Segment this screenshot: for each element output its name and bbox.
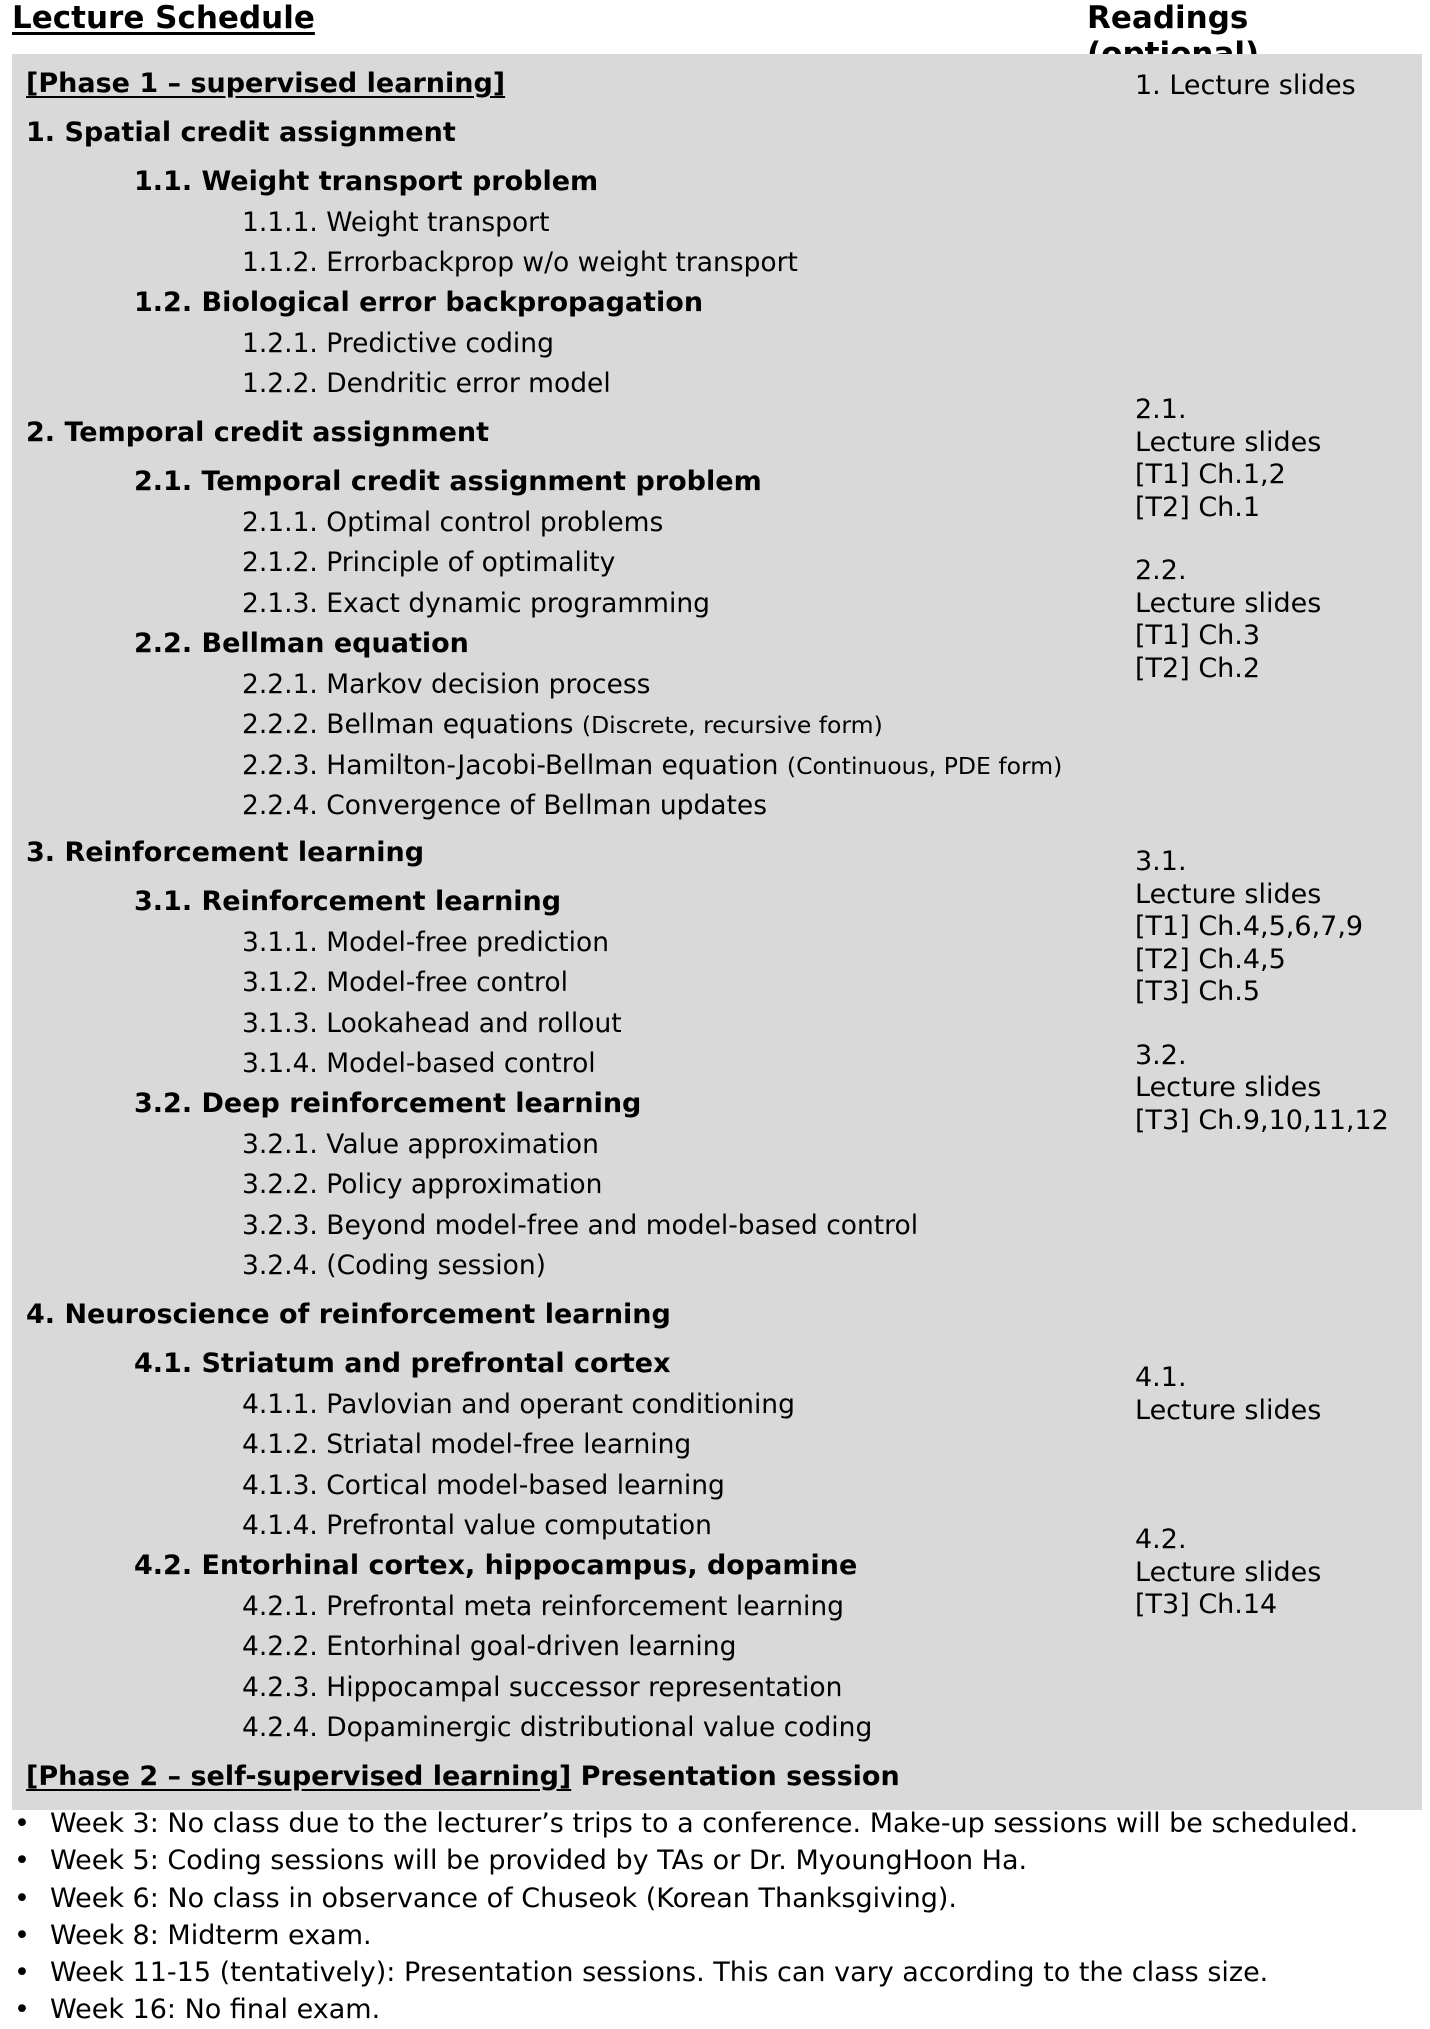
topic-4-1-2: 4.1.2. Striatal model-free learning bbox=[242, 1429, 692, 1460]
topic-3-2-3: 3.2.3. Beyond model-free and model-based control bbox=[242, 1210, 919, 1241]
reading-line: 3.2. bbox=[1135, 1039, 1187, 1071]
section-1-title: 1. Spatial credit assignment bbox=[26, 117, 456, 148]
reading-line: [T2] Ch.4,5 bbox=[1135, 943, 1286, 975]
topic-2-2-1: 2.2.1. Markov decision process bbox=[242, 669, 651, 700]
subsection-1-1-title: 1.1. Weight transport problem bbox=[134, 166, 599, 197]
reading-line: [T2] Ch.1 bbox=[1135, 491, 1261, 523]
bullet-icon: • bbox=[14, 1919, 30, 1951]
reading-line: [T1] Ch.1,2 bbox=[1135, 459, 1286, 490]
reading-line: [T1] Ch.3 bbox=[1135, 620, 1261, 651]
note-text: Week 3: No class due to the lecturer’s trips to a conference. Make-up sessions will be scheduled. bbox=[50, 1808, 1359, 1839]
readings-section-4-2 bbox=[1135, 1524, 1321, 1622]
readings-phase-1 bbox=[1135, 70, 1356, 103]
note-item bbox=[12, 1991, 1358, 2028]
section-2-title: 2. Temporal credit assignment bbox=[26, 417, 490, 448]
topic-3-2-4: 3.2.4. (Coding session) bbox=[242, 1250, 546, 1281]
note-item bbox=[12, 1842, 1358, 1879]
topic-4-2-2: 4.2.2. Entorhinal goal-driven learning bbox=[242, 1631, 737, 1662]
topic-4-2-4: 4.2.4. Dopaminergic distributional value coding bbox=[242, 1712, 873, 1743]
note-item bbox=[12, 1917, 1358, 1954]
section-4-title: 4. Neuroscience of reinforcement learning bbox=[26, 1299, 671, 1330]
bullet-icon: • bbox=[14, 1845, 30, 1877]
bullet-icon: • bbox=[14, 1808, 30, 1839]
reading-line: Lecture slides bbox=[1135, 1072, 1322, 1103]
topic-4-1-1: 4.1.1. Pavlovian and operant conditioning bbox=[242, 1389, 795, 1420]
topic-2-1-2: 2.1.2. Principle of optimality bbox=[242, 547, 616, 578]
reading-line: 1. Lecture slides bbox=[1135, 70, 1356, 101]
reading-line: Lecture slides bbox=[1135, 878, 1322, 910]
note-text: Week 16: No final exam. bbox=[50, 1994, 381, 2026]
subsection-1-2-title: 1.2. Biological error backpropagation bbox=[134, 287, 704, 318]
reading-line: [T3] Ch.9,10,11,12 bbox=[1135, 1104, 1389, 1136]
section-3-title: 3. Reinforcement learning bbox=[26, 837, 425, 868]
note-text: Week 6: No class in observance of Chuseok (Korean Thanksgiving). bbox=[50, 1882, 957, 1914]
bullet-icon: • bbox=[14, 1957, 30, 1989]
schedule-notes bbox=[12, 1805, 1358, 2029]
topic-2-2-3 bbox=[242, 750, 1062, 781]
reading-line: Lecture slides bbox=[1135, 587, 1322, 619]
phase-2-suffix: Presentation session bbox=[580, 1761, 900, 1792]
topic-4-1-3: 4.1.3. Cortical model-based learning bbox=[242, 1470, 725, 1501]
reading-line: Lecture slides bbox=[1135, 1556, 1322, 1588]
topic-4-1-4: 4.1.4. Prefrontal value computation bbox=[242, 1510, 712, 1541]
subsection-4-1-title: 4.1. Striatum and prefrontal cortex bbox=[134, 1348, 671, 1379]
topic-1-2-1: 1.2.1. Predictive coding bbox=[242, 328, 554, 359]
reading-line: [T3] Ch.5 bbox=[1135, 976, 1261, 1007]
topic-1-2-2: 1.2.2. Dendritic error model bbox=[242, 368, 611, 399]
phase-2-title: [Phase 2 – self-supervised learning] bbox=[26, 1761, 572, 1792]
reading-line: 3.1. bbox=[1135, 846, 1187, 877]
readings-heading: Readings bbox=[1087, 0, 1249, 36]
topic-3-1-3: 3.1.3. Lookahead and rollout bbox=[242, 1008, 622, 1039]
reading-line: [T2] Ch.2 bbox=[1135, 652, 1261, 684]
reading-line: Lecture slides bbox=[1135, 1394, 1322, 1426]
reading-line: [T3] Ch.14 bbox=[1135, 1589, 1278, 1620]
note-text: Week 5: Coding sessions will be provided by TAs or Dr. MyoungHoon Ha. bbox=[50, 1845, 1028, 1877]
note-text: Week 8: Midterm exam. bbox=[50, 1919, 372, 1951]
topic-2-2-3-label: 2.2.3. Hamilton-Jacobi-Bellman equation bbox=[242, 750, 779, 781]
topic-3-1-1: 3.1.1. Model-free prediction bbox=[242, 927, 610, 958]
topic-3-2-1: 3.2.1. Value approximation bbox=[242, 1129, 599, 1160]
note-item bbox=[12, 1805, 1358, 1842]
reading-line: 2.1. bbox=[1135, 394, 1187, 425]
subsection-4-2-title: 4.2. Entorhinal cortex, hippocampus, dopamine bbox=[134, 1550, 858, 1581]
note-item bbox=[12, 1954, 1358, 1991]
reading-line: [T1] Ch.4,5,6,7,9 bbox=[1135, 911, 1364, 942]
topic-2-1-1: 2.1.1. Optimal control problems bbox=[242, 507, 664, 538]
readings-section-2 bbox=[1135, 394, 1321, 685]
topic-4-2-3: 4.2.3. Hippocampal successor representation bbox=[242, 1672, 843, 1703]
readings-section-4-1 bbox=[1135, 1362, 1321, 1427]
topic-4-2-1: 4.2.1. Prefrontal meta reinforcement learning bbox=[242, 1591, 844, 1622]
topic-1-1-2: 1.1.2. Errorbackprop w/o weight transport bbox=[242, 247, 798, 278]
topic-2-2-2 bbox=[242, 709, 883, 740]
lecture-schedule-heading: Lecture Schedule bbox=[12, 0, 315, 36]
phase-1-title: [Phase 1 – supervised learning] bbox=[26, 68, 506, 99]
phase-2-line bbox=[26, 1761, 900, 1792]
subsection-2-2-title: 2.2. Bellman equation bbox=[134, 628, 469, 659]
topic-3-1-4: 3.1.4. Model-based control bbox=[242, 1048, 596, 1079]
topic-2-1-3: 2.1.3. Exact dynamic programming bbox=[242, 588, 710, 619]
topic-2-2-2-label: 2.2.2. Bellman equations bbox=[242, 709, 574, 740]
readings-section-3 bbox=[1135, 846, 1389, 1137]
reading-line: 4.2. bbox=[1135, 1524, 1187, 1555]
reading-line: Lecture slides bbox=[1135, 426, 1322, 458]
topic-1-1-1: 1.1.1. Weight transport bbox=[242, 207, 550, 238]
note-item bbox=[12, 1880, 1358, 1917]
bullet-icon: • bbox=[14, 1994, 30, 2026]
subsection-2-1-title: 2.1. Temporal credit assignment problem bbox=[134, 466, 762, 497]
subsection-3-1-title: 3.1. Reinforcement learning bbox=[134, 886, 562, 917]
reading-line: 4.1. bbox=[1135, 1362, 1187, 1393]
topic-2-2-4: 2.2.4. Convergence of Bellman updates bbox=[242, 790, 768, 821]
bullet-icon: • bbox=[14, 1882, 30, 1914]
note-text: Week 11-15 (tentatively): Presentation sessions. This can vary according to the class size. bbox=[50, 1957, 1269, 1989]
subsection-3-2-title: 3.2. Deep reinforcement learning bbox=[134, 1088, 642, 1119]
topic-3-1-2: 3.1.2. Model-free control bbox=[242, 967, 568, 998]
reading-line: 2.2. bbox=[1135, 555, 1187, 586]
topic-3-2-2: 3.2.2. Policy approximation bbox=[242, 1169, 603, 1200]
topic-2-2-3-note: (Continuous, PDE form) bbox=[786, 752, 1063, 780]
topic-2-2-2-note: (Discrete, recursive form) bbox=[581, 711, 883, 739]
